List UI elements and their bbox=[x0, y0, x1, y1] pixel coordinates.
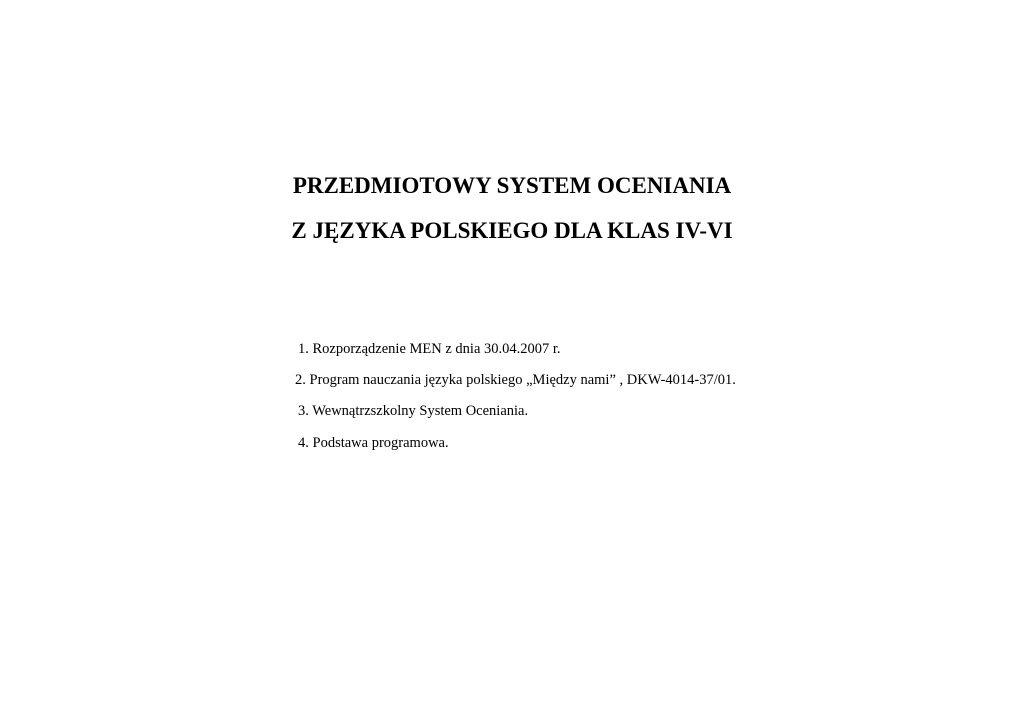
list-item: 1. Rozporządzenie MEN z dnia 30.04.2007 r. bbox=[298, 341, 561, 357]
list-item: 3. Wewnątrzszkolny System Oceniania. bbox=[298, 403, 529, 419]
list-item: 2. Program nauczania języka polskiego „Między nami” , DKW-4014-37/01. bbox=[295, 372, 736, 388]
title-line-2: Z JĘZYKA POLSKIEGO DLA KLAS IV-VI bbox=[291, 218, 733, 243]
title-line-1: PRZEDMIOTOWY SYSTEM OCENIANIA bbox=[292, 173, 732, 198]
list-item: 4. Podstawa programowa. bbox=[298, 435, 449, 451]
